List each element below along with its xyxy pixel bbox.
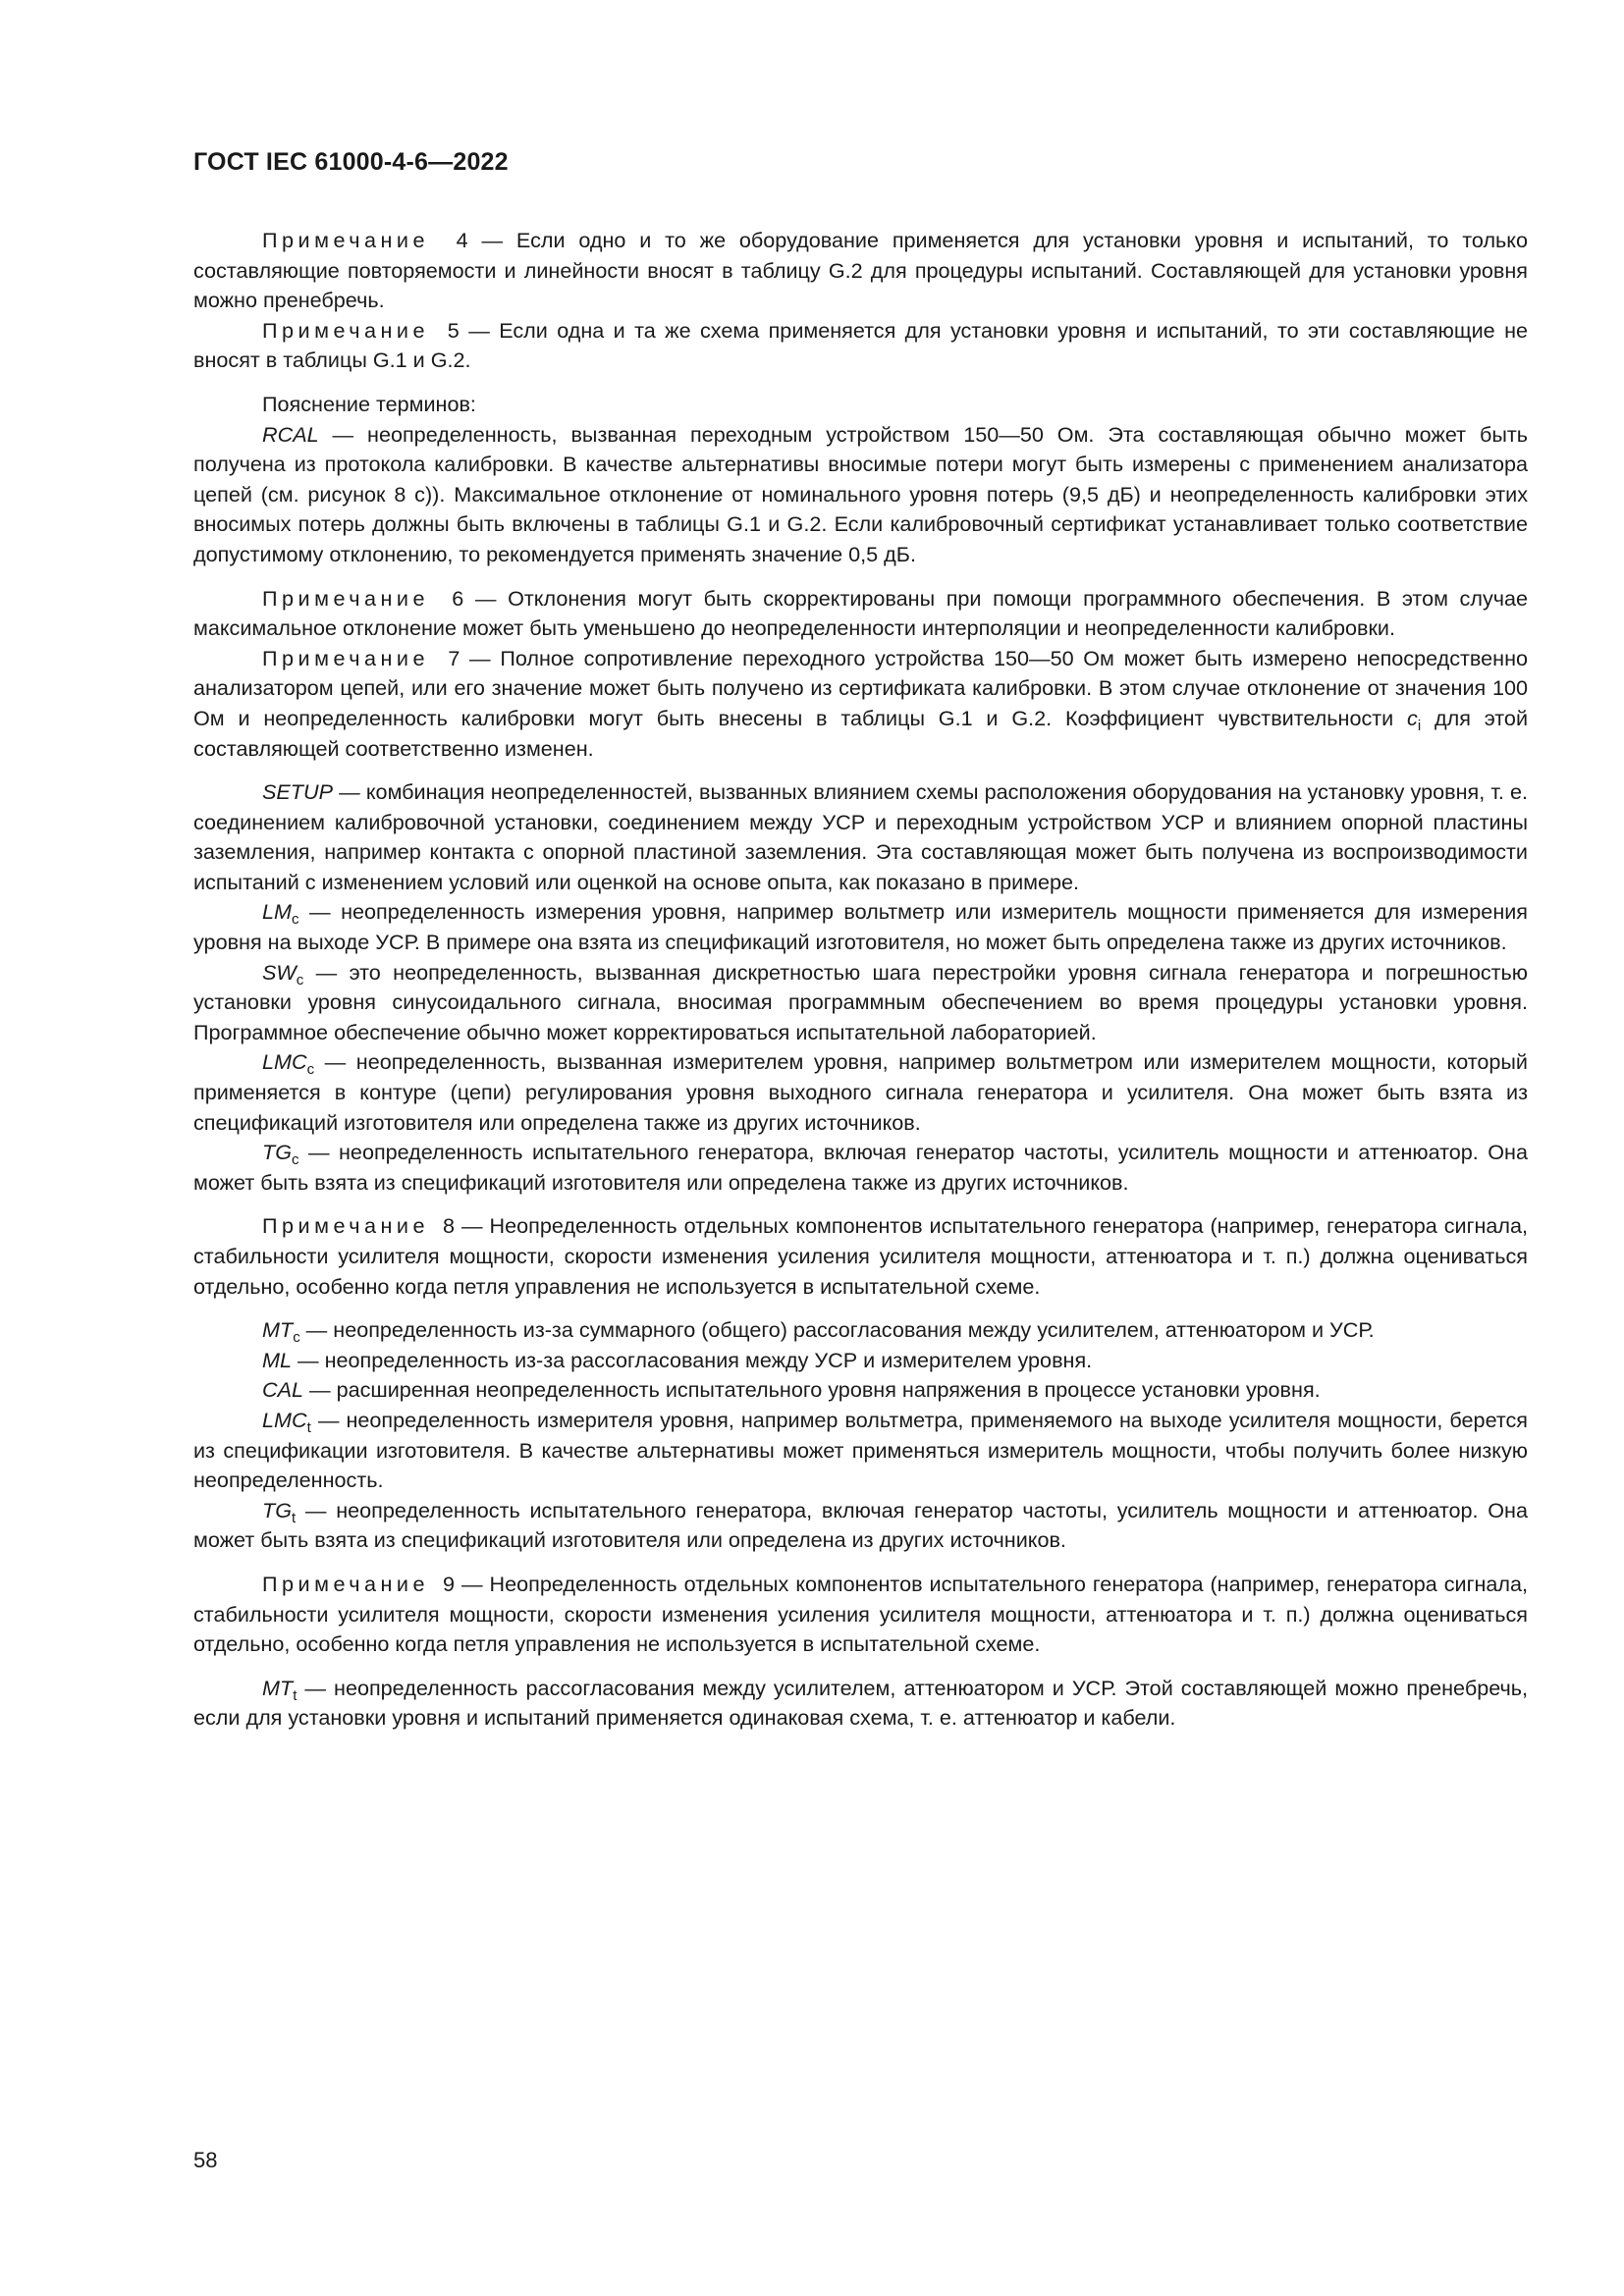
note-4 [193, 226, 1528, 316]
term-rcal [193, 420, 1528, 570]
note-7 [193, 644, 1528, 764]
term-text: — неопределенность испытательного генератора, включая генератор частоты, усилитель мощности и аттенюатор. Она может быть взята из спецификаций изготовителя или определена из других источников. [193, 1497, 1528, 1553]
note-number: 7 [448, 645, 460, 670]
term-setup [193, 777, 1528, 897]
note-number: 5 [447, 317, 460, 343]
note-text: — Если одна и та же схема применяется для установки уровня и испытаний, то эти составляющие не вносят в таблицы G.1 и G.2. [193, 317, 1529, 373]
page-body [193, 226, 1528, 1734]
term-text: — неопределенность из-за рассогласования между УСР и измерителем уровня. [292, 1347, 1093, 1372]
note-text: — Полное сопротивление переходного устройства 150—50 Ом может быть измерено непосредственно анализатором цепей, или его значение может быть получено из сертификата калибровки. В этом случае отклонение от значения 100 Ом и неопределенность калибровки могут быть внесены в таблицы G.1 и G.2. Коэффициент чувствительности [193, 645, 1529, 730]
term-text: — расширенная неопределенность испытательного уровня напряжения в процессе установки уровня. [303, 1377, 1321, 1403]
note-text: для этой составляющей соответственно изменен. [193, 705, 1529, 761]
term-lmcc [193, 1047, 1528, 1138]
page-number: 58 [193, 2148, 218, 2172]
term-text: — неопределенность измерения уровня, например вольтметр или измеритель мощности применяется для измерения уровня на выходе УСР. В примере она взята из спецификаций изготовителя, но может быть определена также из других источников. [193, 899, 1528, 955]
term-symbol: RCAL [262, 421, 319, 447]
term-symbol: LM [262, 899, 292, 925]
note-9 [193, 1570, 1528, 1660]
term-subscript: t [293, 1686, 298, 1704]
note-label: Примечание [262, 585, 429, 611]
term-text: — неопределенность из-за суммарного (общего) рассогласования между усилителем, аттенюатором и УСР. [299, 1317, 1375, 1343]
term-text: — комбинация неопределенностей, вызванных влиянием схемы расположения оборудования на установку уровня, т. е. соединением калибровочной установки, соединением между УСР и переходным устройством УСР и влиянием опорной пластины заземления, например контакта с опорной пластиной заземления. Эта составляющая может быть получена из воспроизводимости испытаний с изменением условий или оценкой на основе опыта, как показано в примере. [193, 779, 1528, 894]
term-symbol: TG [262, 1497, 292, 1522]
terms-heading: Пояснение терминов: [262, 391, 476, 416]
term-text: — неопределенность, вызванная измерителем уровня, например вольтметром или измерителем мощности, который применяется в контуре (цепи) регулирования уровня выходного сигнала генератора и усилителя. Она может быть взята из спецификаций изготовителя или определена также из других источников. [193, 1049, 1528, 1135]
term-lmc [193, 897, 1528, 957]
term-subscript: c [292, 911, 299, 929]
term-symbol: SETUP [262, 779, 333, 805]
note-label: Примечание [262, 645, 429, 670]
term-ml [193, 1346, 1528, 1376]
term-symbol: TG [262, 1140, 292, 1165]
term-subscript: t [306, 1418, 311, 1436]
term-symbol: c [1407, 705, 1418, 730]
term-symbol: ML [262, 1347, 292, 1372]
term-subscript: c [292, 1151, 299, 1169]
note-number: 9 [442, 1571, 455, 1596]
note-text: — Неопределенность отдельных компонентов испытательного генератора (например, генератора сигнала, стабильности усилителя мощности, скорости изменения усиления усилителя мощности, аттенюатора и т. п.) должна оцениваться отдельно, особенно когда петля управления не используется в испытательной схеме. [193, 1571, 1528, 1657]
term-symbol: LMC [262, 1407, 307, 1432]
term-symbol: CAL [262, 1377, 304, 1403]
term-symbol: MT [262, 1675, 294, 1700]
note-label: Примечание [262, 1571, 429, 1596]
note-8 [193, 1211, 1528, 1302]
note-6 [193, 584, 1528, 644]
note-label: Примечание [262, 228, 429, 252]
note-number: 8 [442, 1213, 455, 1239]
note-number: 4 [456, 228, 468, 252]
term-text: — неопределенность рассогласования между усилителем, аттенюатором и УСР. Этой составляющей можно пренебречь, если для установки уровня и испытаний применяется одинаковая схема, т. е. аттенюатор и кабели. [193, 1675, 1528, 1731]
term-swc [193, 958, 1528, 1048]
note-text: — Отклонения могут быть скорректированы при помощи программного обеспечения. В этом случае максимальное отклонение может быть уменьшено до неопределенности интерполяции и неопределенности калибровки. [193, 585, 1529, 641]
term-subscript: c [296, 971, 304, 988]
term-mtt [193, 1674, 1528, 1734]
term-subscript: t [292, 1509, 297, 1526]
term-subscript: c [306, 1061, 315, 1079]
term-text: — это неопределенность, вызванная дискретностью шага перестройки уровня сигнала генератора и погрешностью установки уровня синусоидального сигнала, вносимая программным обеспечением во время процедуры установки уровня. Программное обеспечение обычно может корректироваться испытательной лабораторией. [193, 959, 1528, 1044]
term-lmct [193, 1406, 1528, 1496]
note-text: — Если одно и то же оборудование применяется для установки уровня и испытаний, то только составляющие повторяемости и линейности вносят в таблицу G.2 для процедуры испытаний. Составляющей для установки уровня можно пренебречь. [193, 228, 1528, 313]
term-symbol: LMC [262, 1049, 307, 1075]
term-symbol: SW [262, 959, 297, 985]
term-mtc [193, 1315, 1528, 1346]
term-tgt [193, 1496, 1528, 1556]
note-label: Примечание [262, 1213, 429, 1239]
document-header: ГОСТ IEC 61000-4-6—2022 [193, 148, 509, 176]
term-symbol: MT [262, 1317, 294, 1343]
term-text: — неопределенность испытательного генератора, включая генератор частоты, усилитель мощности и аттенюатор. Она может быть взята из спецификаций изготовителя или определена также из других источников. [193, 1140, 1528, 1195]
note-number: 6 [452, 585, 464, 611]
note-text: — Неопределенность отдельных компонентов испытательного генератора (например, генератора сигнала, стабильности усилителя мощности, скорости изменения усиления усилителя мощности, аттенюатора и т. п.) должна оцениваться отдельно, особенно когда петля управления не используется в испытательной схеме. [193, 1213, 1528, 1299]
term-tgc [193, 1138, 1528, 1198]
term-cal [193, 1375, 1528, 1406]
note-5 [193, 316, 1528, 376]
term-subscript: i [1417, 717, 1422, 734]
term-text: — неопределенность, вызванная переходным устройством 150—50 Ом. Эта составляющая обычно может быть получена из протокола калибровки. В качестве альтернативы вносимые потери могут быть измерены с применением анализатора цепей (см. рисунок 8 с)). Максимальное отклонение от номинального уровня потерь (9,5 дБ) и неопределенность калибровки этих вносимых потерь должны быть включены в таблицы G.1 и G.2. Если калибровочный сертификат устанавливает только соответствие допустимому отклонению, то рекомендуется применять значение 0,5 дБ. [193, 421, 1528, 566]
term-text: — неопределенность измерителя уровня, например вольтметра, применяемого на выходе усилителя мощности, берется из спецификации изготовителя. В качестве альтернативы может применяться измеритель мощности, чтобы получить более низкую неопределенность. [193, 1407, 1528, 1493]
term-subscript: c [293, 1329, 300, 1347]
note-label: Примечание [262, 317, 429, 343]
